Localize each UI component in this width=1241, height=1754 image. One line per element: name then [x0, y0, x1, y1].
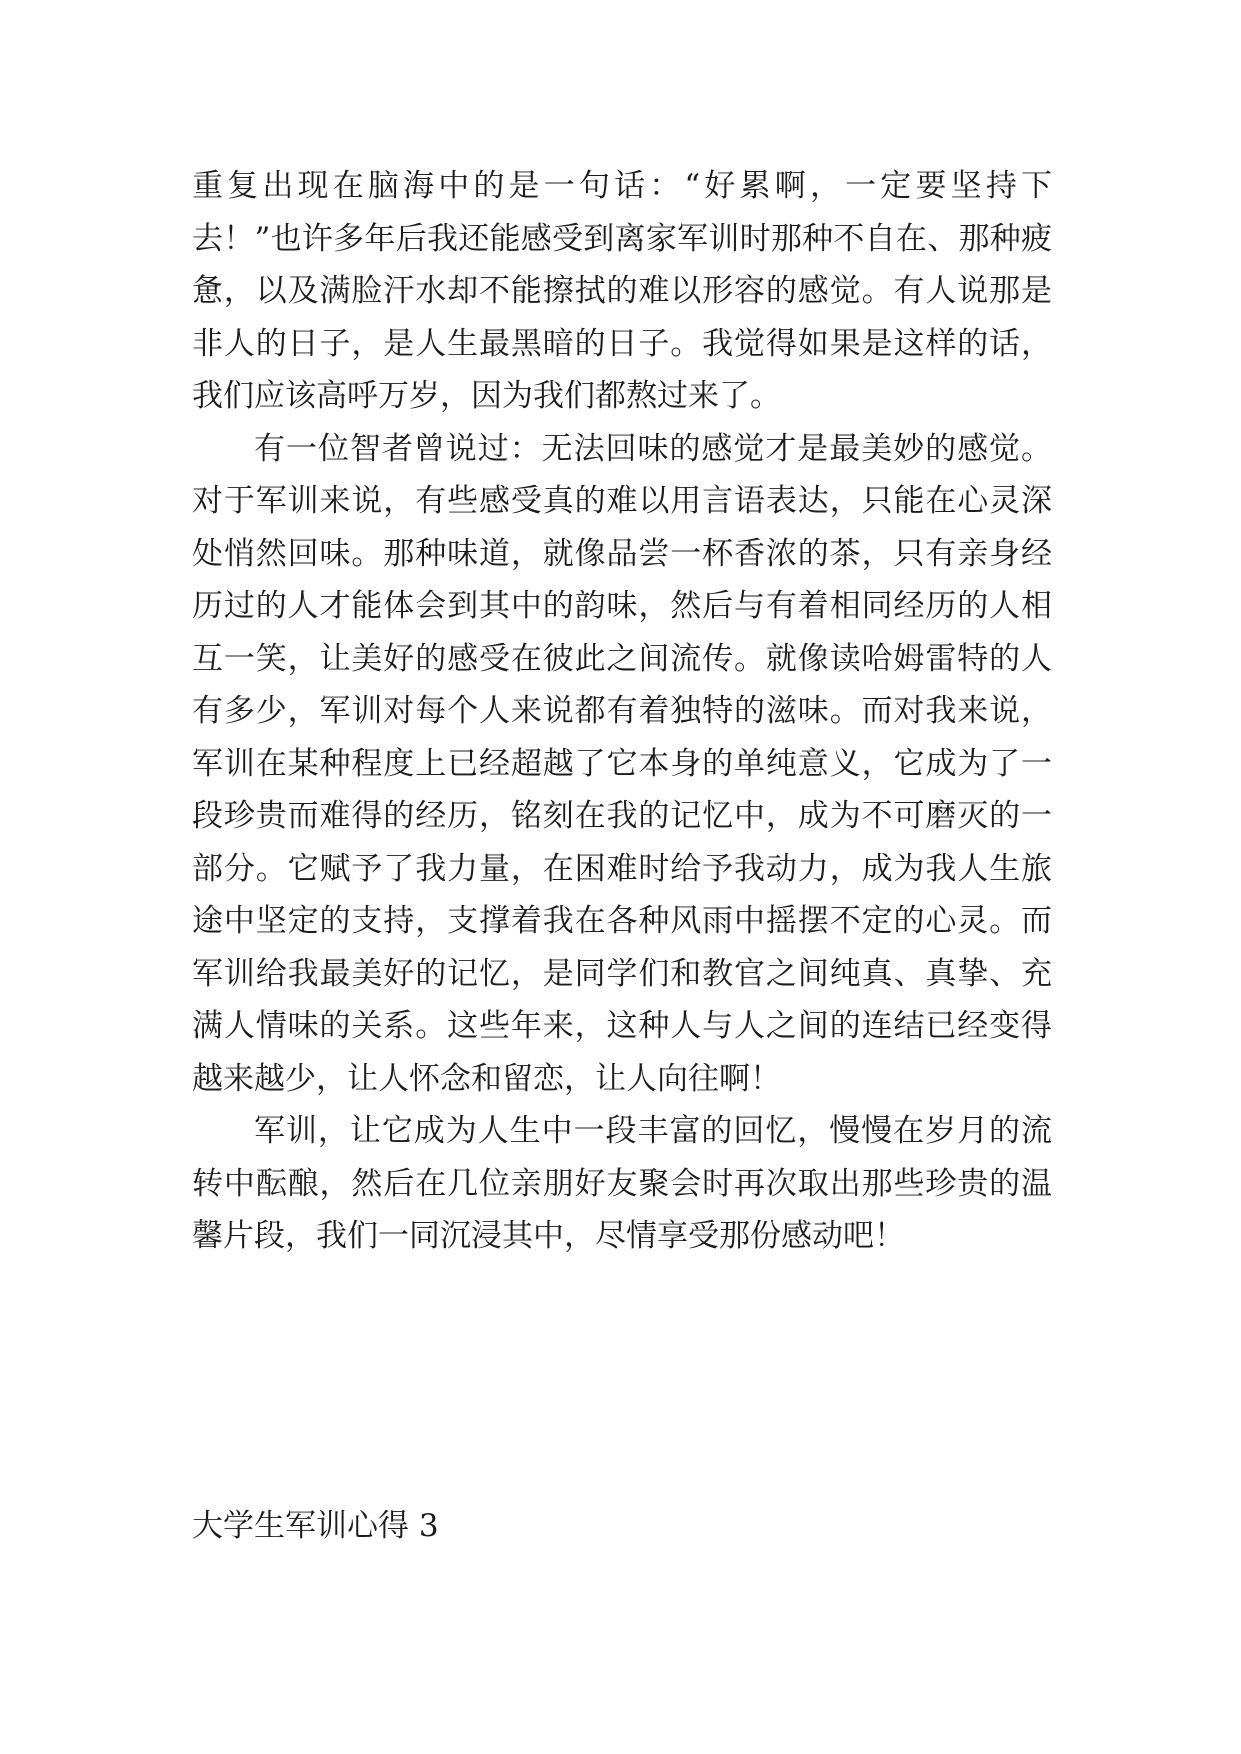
paragraph-2: 有一位智者曾说过：无法回味的感觉才是最美妙的感觉。对于军训来说，有些感受真的难以用言语表达，只能在心灵深处悄然回味。那种味道，就像品尝一杯香浓的茶，只有亲身经历过的人才能体会到其中的韵味，然后与有着相同经历的人相互一笑，让美好的感受在彼此之间流传。就像读哈姆雷特的人有多少，军训对每个人来说都有着独特的滋味。而对我来说，军训在某种程度上已经超越了它本身的单纯意义，它成为了一段珍贵而难得的经历，铭刻在我的记忆中，成为不可磨灭的一部分。它赋予了我力量，在困难时给予我动力，成为我人生旅途中坚定的支持，支撑着我在各种风雨中摇摆不定的心灵。而军训给我最美好的记忆，是同学们和教官之间纯真、真挚、充满人情味的关系。这些年来，这种人与人之间的连结已经变得越来越少，让人怀念和留恋，让人向往啊！	[192, 430, 1052, 1097]
section-heading: 大学生军训心得 3	[192, 1508, 439, 1544]
document-body	[192, 160, 1052, 1263]
paragraph-1: 重复出现在脑海中的是一句话：“好累啊，一定要坚持下去！”也许多年后我还能感受到离家军训时那种不自在、那种疲惫，以及满脸汗水却不能擦拭的难以形容的感觉。有人说那是非人的日子，是人生最黑暗的日子。我觉得如果是这样的话，我们应该高呼万岁，因为我们都熬过来了。	[192, 168, 1052, 414]
paragraph-3: 军训，让它成为人生中一段丰富的回忆，慢慢在岁月的流转中酝酿，然后在几位亲朋好友聚会时再次取出那些珍贵的温馨片段，我们一同沉浸其中，尽情享受那份感动吧！	[192, 1113, 1052, 1254]
